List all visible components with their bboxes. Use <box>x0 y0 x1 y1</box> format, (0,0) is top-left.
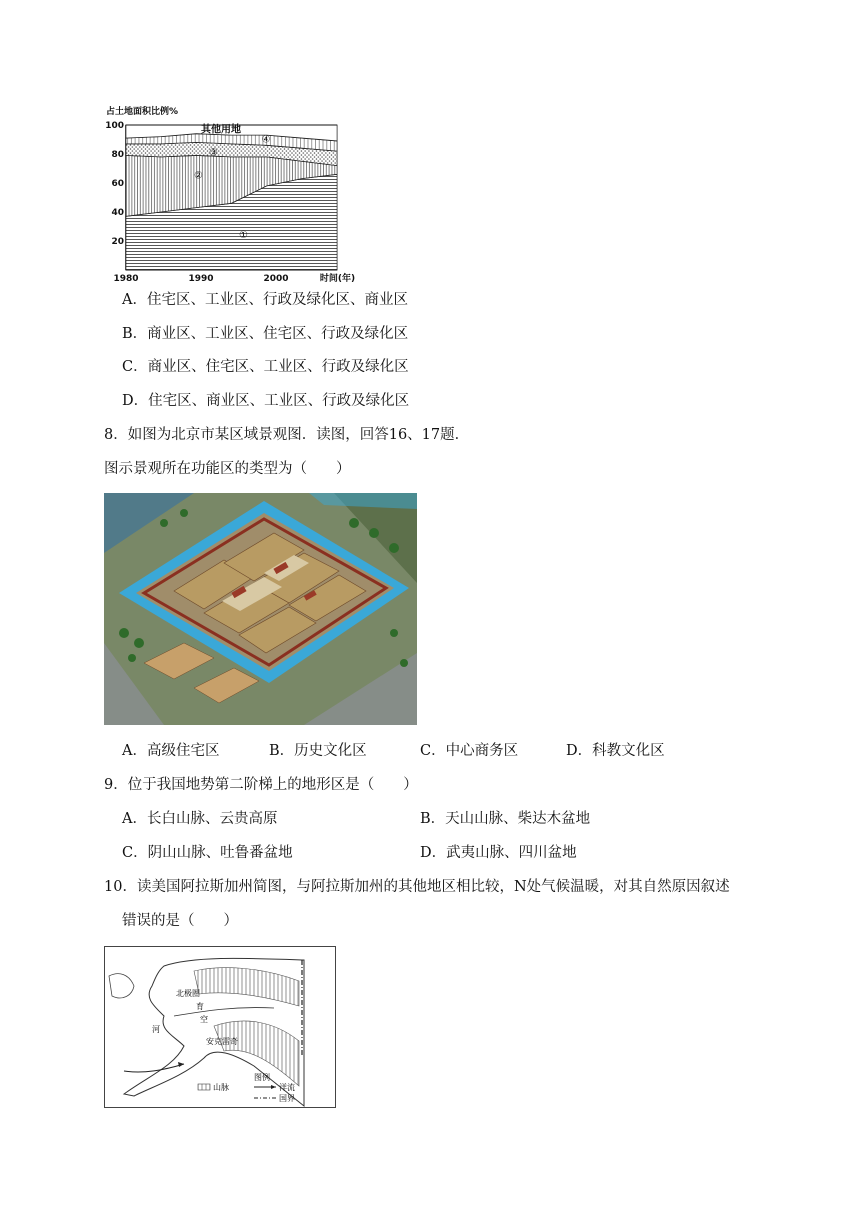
q7-option-c[interactable]: C．商业区、住宅区、工业区、行政及绿化区 <box>122 359 409 375</box>
x-tick-label: 2000 <box>263 274 289 282</box>
q7-option-a[interactable]: A．住宅区、工业区、行政及绿化区、商业区 <box>122 292 408 308</box>
area-label-4: ④ <box>261 134 271 146</box>
land-use-area-chart <box>100 100 362 282</box>
q10-stem-line2: 错误的是（ ） <box>122 913 238 929</box>
legend-mountain-swatch <box>198 1084 210 1090</box>
forbidden-city-landscape-image <box>104 493 417 725</box>
map-label-kong: 空 <box>200 1015 208 1024</box>
area-label-1: ① <box>239 230 248 242</box>
q9-option-a[interactable]: A．长白山脉、云贵高原 <box>122 811 278 827</box>
map-label-arctic-circle: 北极圈 <box>176 989 200 998</box>
y-tick-label: 100 <box>105 121 124 131</box>
landscape-illustration <box>104 493 417 725</box>
y-axis-title: 占土地面积比例% <box>106 107 179 117</box>
map-legend-current: 洋流 <box>279 1083 295 1092</box>
q9-option-b[interactable]: B．天山山脉、柴达木盆地 <box>420 811 591 827</box>
q7-option-b[interactable]: B．商业区、工业区、住宅区、行政及绿化区 <box>122 326 409 342</box>
q9-option-d[interactable]: D．武夷山脉、四川盆地 <box>420 845 577 861</box>
x-axis-title: 时间(年) <box>319 274 356 282</box>
q8-option-c[interactable]: C．中心商务区 <box>420 743 519 759</box>
q9-option-c[interactable]: C．阴山山脉、吐鲁番盆地 <box>122 845 293 861</box>
y-tick-label: 60 <box>111 179 124 189</box>
area-label-2: ② <box>194 170 203 182</box>
x-tick-label: 1980 <box>113 274 139 282</box>
map-label-he: 河 <box>152 1025 160 1034</box>
map-label-anchorage: 安克雷奇 <box>206 1037 238 1046</box>
land-use-chart-svg <box>100 100 362 282</box>
q8-option-b[interactable]: B．历史文化区 <box>269 743 367 759</box>
q7-option-d[interactable]: D．住宅区、商业区、工业区、行政及绿化区 <box>122 393 410 409</box>
map-legend-border: 国界 <box>279 1094 295 1103</box>
map-label-yu: 育 <box>196 1002 204 1011</box>
map-legend-title: 图例 <box>254 1073 270 1082</box>
y-tick-label: 20 <box>111 237 124 247</box>
x-tick-label: 1990 <box>188 274 214 282</box>
alaska-map <box>104 946 336 1108</box>
q8-stem: 8．如图为北京市某区域景观图．读图，回答16、17题． <box>104 427 470 443</box>
q8-option-a[interactable]: A．高级住宅区 <box>122 743 220 759</box>
q10-stem-line1: 10．读美国阿拉斯加州简图，与阿拉斯加州的其他地区相比较，N处气候温暖，对其自然原因叙述 <box>104 879 730 895</box>
area-label-3: ③ <box>209 147 218 159</box>
y-tick-label: 80 <box>111 150 124 160</box>
q9-stem: 9．位于我国地势第二阶梯上的地形区是（ ） <box>104 777 418 793</box>
map-legend-mountain: 山脉 <box>213 1083 229 1092</box>
q8-question: 图示景观所在功能区的类型为（ ） <box>104 461 351 477</box>
alaska-map-svg <box>104 946 336 1108</box>
y-tick-label: 40 <box>111 208 124 218</box>
area-label-other: 其他用地 <box>201 124 241 136</box>
q8-option-d[interactable]: D．科教文化区 <box>566 743 665 759</box>
